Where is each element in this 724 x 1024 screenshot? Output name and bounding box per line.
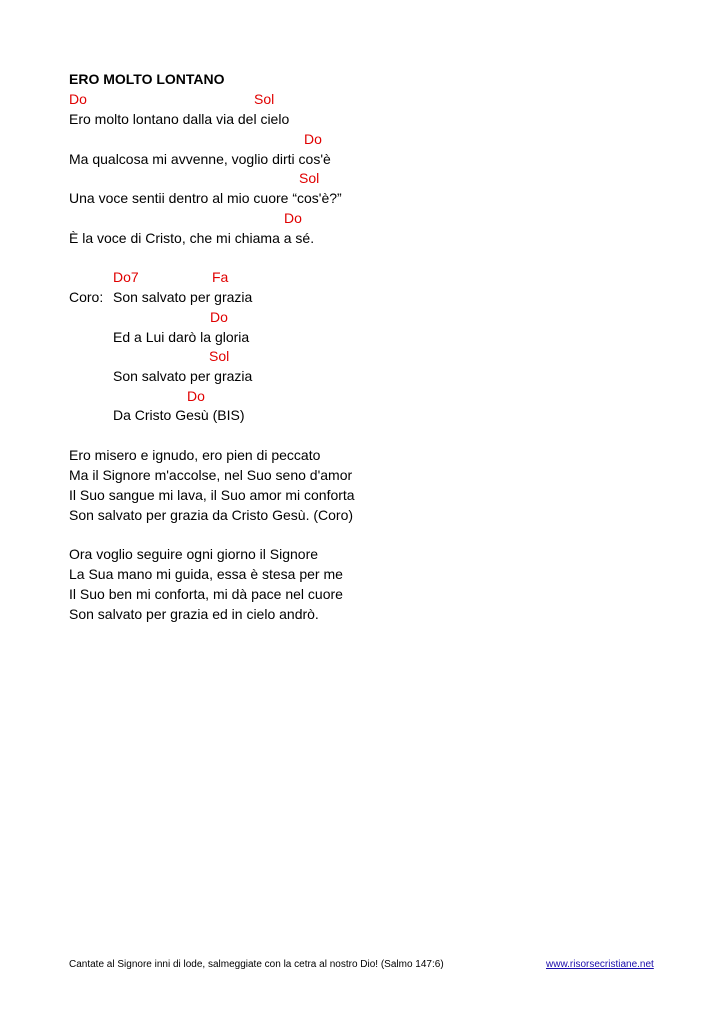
chorus-label: Coro: xyxy=(69,289,104,305)
chord: Sol xyxy=(209,348,230,364)
lyric-line: Il Suo ben mi conforta, mi dà pace nel cuore xyxy=(69,586,343,602)
lyric-line: Son salvato per grazia da Cristo Gesù. (Coro) xyxy=(69,507,354,523)
lyric-line: Ma il Signore m'accolse, nel Suo seno d'amor xyxy=(69,467,353,483)
song-title: ERO MOLTO LONTANO xyxy=(69,71,225,87)
chord: Do xyxy=(284,210,302,226)
lyric-line: Ora voglio seguire ogni giorno il Signore xyxy=(69,546,319,562)
lyric-line: Ma qualcosa mi avvenne, voglio dirti cos'è xyxy=(69,151,331,167)
lyric-line: Son salvato per grazia ed in cielo andrò. xyxy=(69,606,319,622)
footer-website-link[interactable]: www.risorsecristiane.net xyxy=(546,959,654,970)
lyric-line: Son salvato per grazia xyxy=(113,368,253,384)
footer-quote: Cantate al Signore inni di lode, salmeggiate con la cetra al nostro Dio! (Salmo 147:6) xyxy=(69,959,444,970)
lyric-line: È la voce di Cristo, che mi chiama a sé. xyxy=(69,230,315,246)
lyric-line: Il Suo sangue mi lava, il Suo amor mi conforta xyxy=(69,487,355,503)
chord: Do xyxy=(210,309,228,325)
lyric-line: Ed a Lui darò la gloria xyxy=(113,329,250,345)
lyric-line: Ero molto lontano dalla via del cielo xyxy=(69,111,290,127)
chord: Sol xyxy=(254,91,275,107)
lyric-line: Da Cristo Gesù (BIS) xyxy=(113,407,245,423)
chord: Do7 xyxy=(113,269,139,285)
lyric-line: Una voce sentii dentro al mio cuore “cos'è?” xyxy=(69,190,342,206)
lyric-line: La Sua mano mi guida, essa è stesa per me xyxy=(69,566,343,582)
chord: Do xyxy=(187,388,205,404)
chord: Do xyxy=(304,131,322,147)
chord: Fa xyxy=(212,269,229,285)
chord: Do xyxy=(69,91,87,107)
lyric-line: Son salvato per grazia xyxy=(113,289,253,305)
chord: Sol xyxy=(299,170,320,186)
lyric-line: Ero misero e ignudo, ero pien di peccato xyxy=(69,447,321,463)
